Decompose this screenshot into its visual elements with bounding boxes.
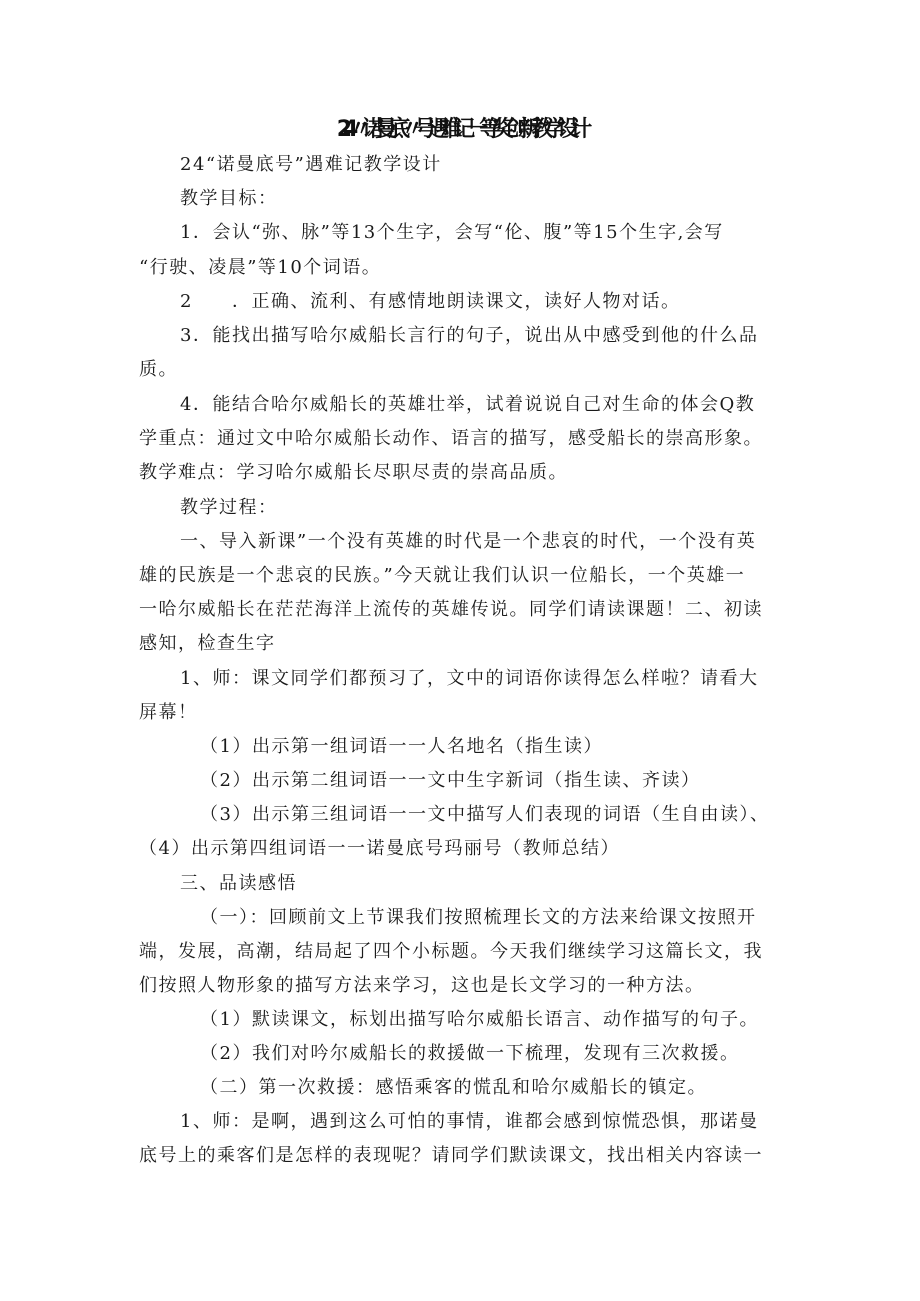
objectives-heading: 教学目标： bbox=[180, 188, 278, 209]
subtitle-line: 24“诺曼底号”遇难记教学设计 bbox=[180, 154, 442, 175]
paragraph-line: 一哈尔威船长在茫茫海洋上流传的英雄传说。同学们请读课题！二、初读 bbox=[139, 599, 763, 620]
paragraph-line: 感知，检查生字 bbox=[139, 633, 276, 654]
list-item: （1）出示第一组词语一一人名地名（指生读） bbox=[200, 736, 603, 757]
paragraph-line: 2 ．正确、流利、有感情地朗读课文，读好人物对话。 bbox=[180, 291, 681, 312]
list-item: （2）出示第二组词语一一文中生字新词（指生读、齐读） bbox=[200, 770, 701, 791]
paragraph-line: 1、师：是啊，遇到这么可怕的事情，谁都会感到惊慌恐惧，那诺曼 bbox=[180, 1111, 759, 1132]
paragraph-line: 1．会认“弥、脉”等13个生字，会写“伦、腹”等15个生字,会写 bbox=[180, 222, 724, 243]
paragraph-line: 1、师：课文同学们都预习了，文中的词语你读得怎么样啦？请看大 bbox=[180, 668, 759, 689]
paragraph-line: 们按照人物形象的描写方法来学习，这也是长文学习的一种方法。 bbox=[139, 975, 705, 996]
paragraph-line: 一、导入新课”一个没有英雄的时代是一个悲哀的时代，一个没有英 bbox=[180, 531, 757, 552]
document-title: 24〃诺曼底〃号遇难记一等奖创新教学设计 bbox=[336, 117, 584, 142]
list-item: （2）我们对吟尔威船长的救援做一下梳理，发现有三次救援。 bbox=[200, 1043, 740, 1064]
list-item: （4）出示第四组词语一一诺曼底号玛丽号（教师总结） bbox=[139, 838, 620, 859]
process-heading: 教学过程： bbox=[180, 497, 278, 518]
section-heading: 三、品读感悟 bbox=[180, 873, 297, 894]
paragraph-line: 雄的民族是一个悲哀的民族。”今天就让我们认识一位船长，一个英雄一 bbox=[139, 565, 746, 586]
paragraph-line: （一）：回顾前文上节课我们按照梳理长文的方法来给课文按照开 bbox=[200, 907, 757, 928]
list-item: （1）默读课文，标划出描写哈尔威船长语言、动作描写的句子。 bbox=[200, 1009, 759, 1030]
paragraph-line: 屏幕！ bbox=[139, 702, 198, 723]
list-item: （3）出示第三组词语一一文中描写人们表现的词语（生自由读）、 bbox=[200, 804, 770, 825]
paragraph-line: 4．能结合哈尔威船长的英雄壮举，试着说说自己对生命的体会Q教 bbox=[180, 394, 756, 415]
paragraph-line: 学重点：通过文中哈尔威船长动作、语言的描写，感受船长的崇高形象。 bbox=[139, 428, 763, 449]
section-heading: （二）第一次救援：感悟乘客的慌乱和哈尔威船长的镇定。 bbox=[200, 1077, 707, 1098]
paragraph-line: 端，发展，高潮，结局起了四个小标题。今天我们继续学习这篇长文，我 bbox=[139, 941, 763, 962]
paragraph-line: 质。 bbox=[139, 359, 178, 380]
paragraph-line: 教学难点：学习哈尔威船长尽职尽责的崇高品质。 bbox=[139, 462, 568, 483]
paragraph-line: 3．能找出描写哈尔威船长言行的句子，说出从中感受到他的什么品 bbox=[180, 325, 759, 346]
paragraph-line: “行驶、凌晨”等10个词语。 bbox=[139, 257, 382, 278]
paragraph-line: 底号上的乘客们是怎样的表现呢？请同学们默读课文，找出相关内容读一 bbox=[139, 1145, 763, 1166]
